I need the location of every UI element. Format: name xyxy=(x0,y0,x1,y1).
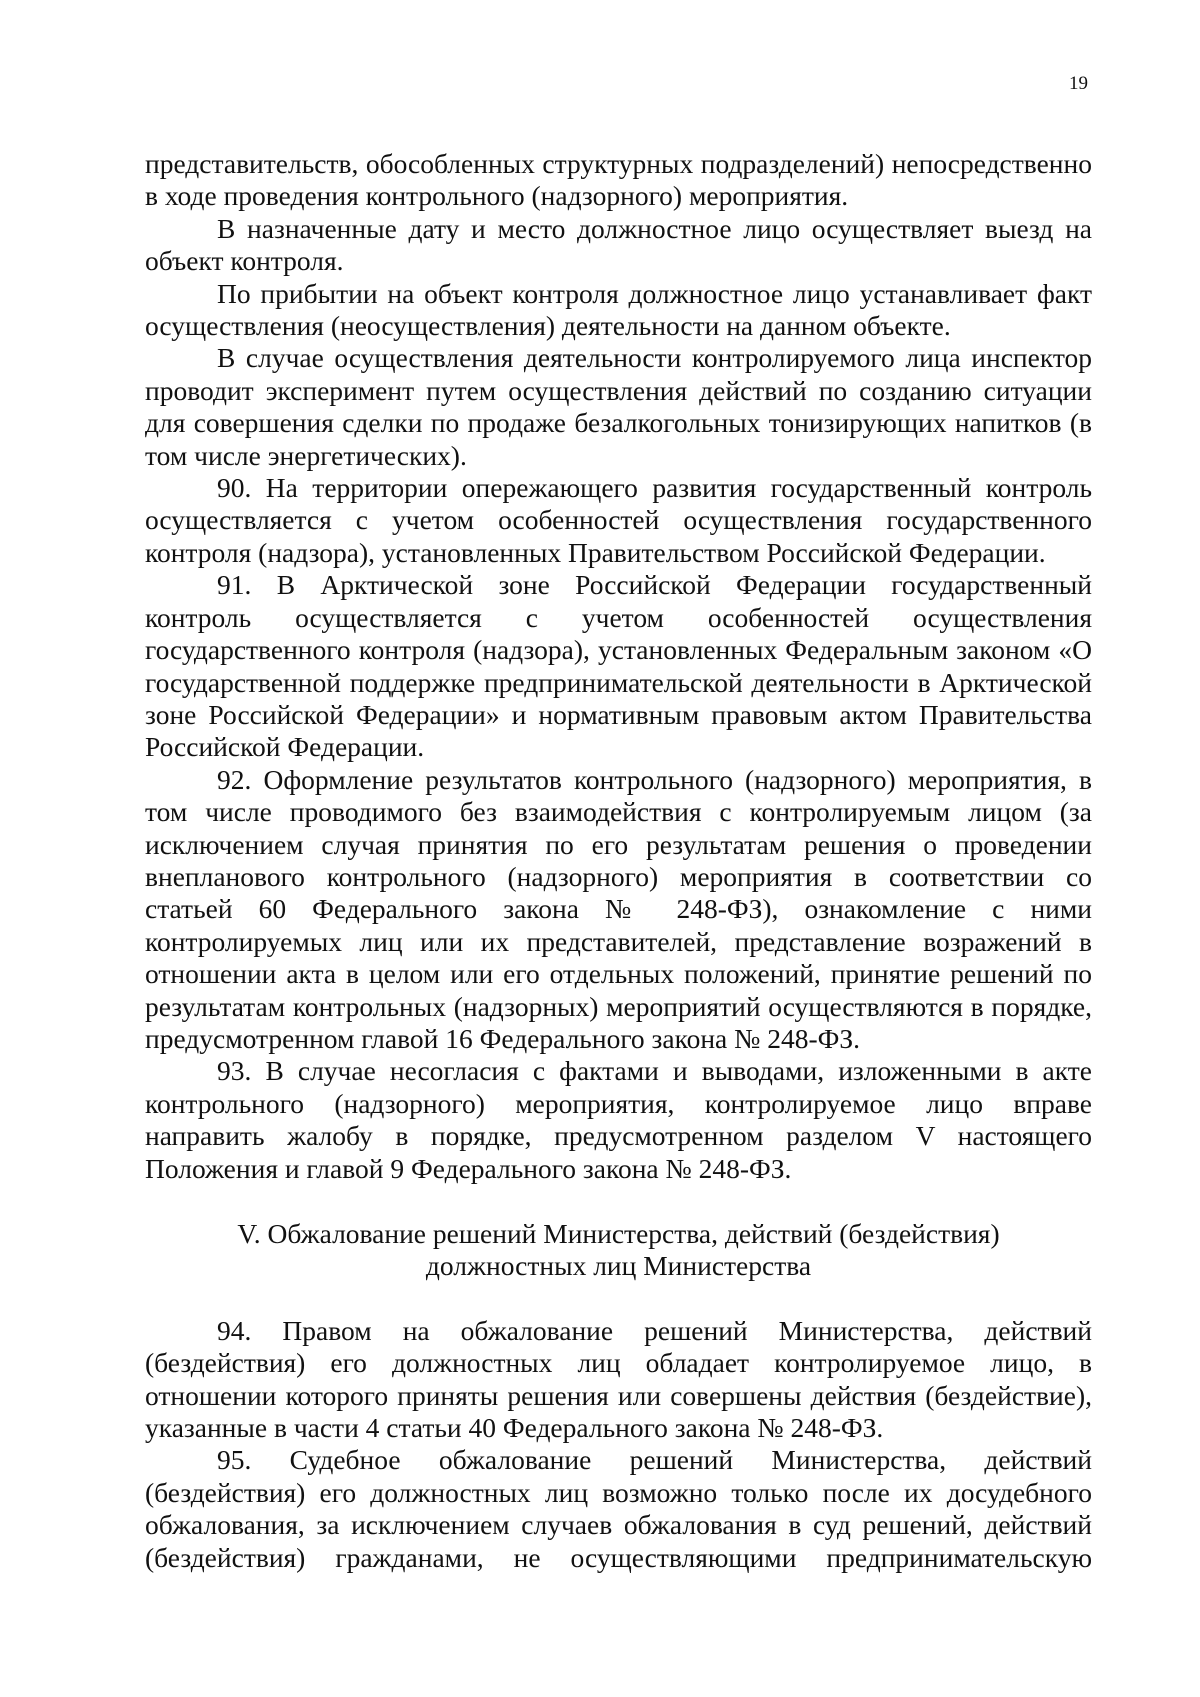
paragraph-experiment: В случае осуществления деятельности контролируемого лица инспектор проводит эксперимент путем осуществления действий по созданию ситуации для совершения сделки по продаже безалкогольных тонизирующих напитков (в том числе энергетических). xyxy=(145,342,1092,471)
paragraph-90: 90. На территории опережающего развития государственный контроль осуществляется с учетом особенностей осуществления государственного контроля (надзора), установленных Правительством Российской Федерации. xyxy=(145,472,1092,568)
paragraph-continuation: представительств, обособленных структурных подразделений) непосредственно в ходе проведения контрольного (надзорного) мероприятия. xyxy=(145,148,1092,212)
page-number: 19 xyxy=(1069,73,1088,94)
section-heading-line-2: должностных лиц Министерства xyxy=(425,1250,812,1282)
paragraph-91: 91. В Арктической зоне Российской Федерации государственный контроль осуществляется с учетом особенностей осуществления государственного контроля (надзора), установленных Федеральным законом «О государственной поддержке предпринимательской деятельности в Арктической зоне Российской Федерации» и нормативным правовым актом Правительства Российской Федерации. xyxy=(145,569,1092,763)
section-heading xyxy=(145,1218,1092,1283)
paragraph-arrival: По прибытии на объект контроля должностное лицо устанавливает факт осуществления (неосуществления) деятельности на данном объекте. xyxy=(145,277,1092,342)
paragraph-departure: В назначенные дату и место должностное лицо осуществляет выезд на объект контроля. xyxy=(145,212,1092,277)
section-heading-line-1: V. Обжалование решений Министерства, действий (бездействия) xyxy=(237,1218,1000,1249)
paragraph-94: 94. Правом на обжалование решений Министерства, действий (бездействия) его должностных лиц обладает контролируемое лицо, в отношении которого приняты решения или совершены действия (бездействие), указанные в части 4 статьи 40 Федерального закона № 248-ФЗ. xyxy=(145,1314,1092,1444)
document-body xyxy=(145,148,1092,1574)
paragraph-95: 95. Судебное обжалование решений Министерства, действий (бездействия) его должностных лиц возможно только после их досудебного обжалования, за исключением случаев обжалования в суд решений, действий (бездействия) гражданами, не осуществляющими предпринимательскую xyxy=(145,1444,1092,1573)
paragraph-93: 93. В случае несогласия с фактами и выводами, изложенными в акте контрольного (надзорного) мероприятия, контролируемое лицо вправе направить жалобу в порядке, предусмотренном разделом V настоящего Положения и главой 9 Федерального закона № 248-ФЗ. xyxy=(145,1055,1092,1184)
paragraph-92: 92. Оформление результатов контрольного (надзорного) мероприятия, в том числе проводимого без взаимодействия с контролируемым лицом (за исключением случая принятия по его результатам решения о проведении внепланового контрольного (надзорного) мероприятия в соответствии со статьей 60 Федерального закона № 248-ФЗ), ознакомление с ними контролируемых лиц или их представителей, представление возражений в отношении акта в целом или его отдельных положений, принятие решений по результатам контрольных (надзорных) мероприятий осуществляются в порядке, предусмотренном главой 16 Федерального закона № 248-ФЗ. xyxy=(145,763,1092,1054)
